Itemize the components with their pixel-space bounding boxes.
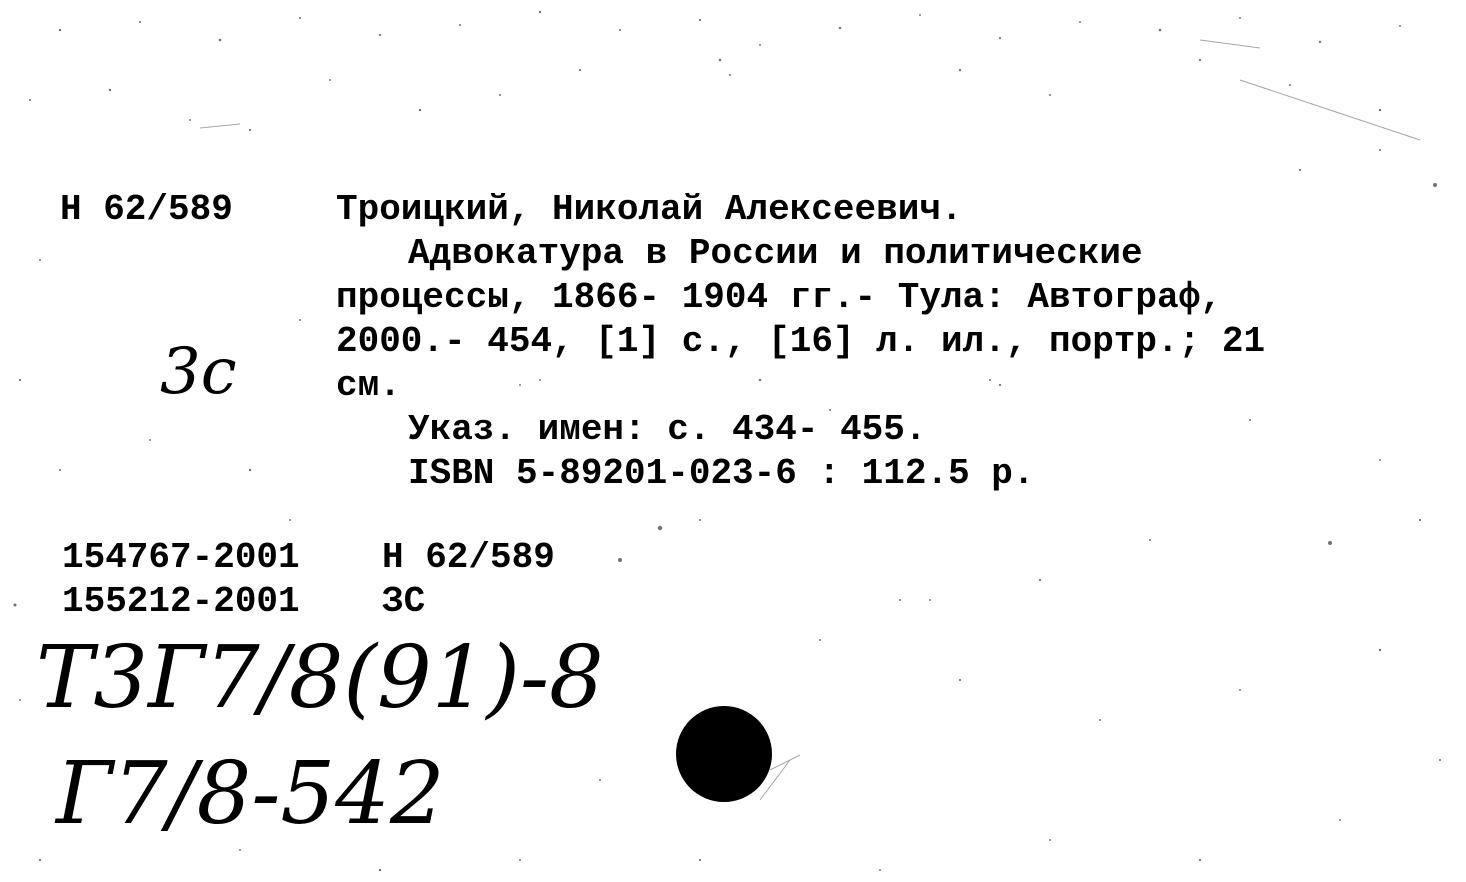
- shelfmark: Н 62/589: [60, 189, 233, 230]
- title-line-2: [336, 276, 1440, 320]
- handwritten-mark: 3с: [160, 335, 237, 409]
- title-word: 1904: [681, 277, 769, 318]
- punch-hole: [676, 706, 772, 802]
- imprint-word: [16]: [768, 321, 855, 362]
- inventory-number: 155212-2001: [62, 581, 300, 622]
- title-word: Автограф,: [1027, 277, 1222, 318]
- title-word: в: [645, 233, 668, 274]
- index-note: Указ. имен: с. 434- 455.: [408, 409, 927, 450]
- title-word: 1866-: [552, 277, 661, 318]
- imprint-word: [1]: [595, 321, 661, 362]
- size-line: см.: [336, 365, 401, 406]
- handwritten-classification: Т3Г7/8(91)-8: [36, 628, 604, 728]
- imprint-word: 21: [1221, 321, 1266, 362]
- handwritten-classification: Г7/8-542: [56, 744, 445, 844]
- isbn-line: ISBN 5-89201-023-6 : 112.5 р.: [408, 453, 1035, 494]
- title-line-1: [336, 232, 1440, 276]
- imprint-word: 454,: [487, 321, 574, 362]
- inventory-location: Н 62/589: [382, 537, 555, 578]
- title-word: России: [688, 233, 819, 274]
- imprint-word: портр.;: [1049, 321, 1201, 362]
- inventory-location: ЗС: [382, 581, 426, 622]
- title-word: Тула:: [897, 277, 1006, 318]
- bibliographic-entry: [336, 188, 1440, 496]
- imprint-word: л.: [876, 321, 920, 362]
- title-word: гг.-: [789, 277, 877, 318]
- imprint-line: [336, 320, 1440, 364]
- inventory-number: 154767-2001: [62, 537, 300, 578]
- author-heading: Троицкий, Николай Алексеевич.: [336, 189, 963, 230]
- title-word: и: [840, 233, 862, 274]
- title-word: процессы,: [336, 277, 531, 318]
- title-word: политические: [883, 233, 1143, 274]
- imprint-word: ил.,: [940, 321, 1028, 362]
- imprint-word: с.,: [681, 321, 747, 362]
- title-word: Адвокатура: [408, 233, 625, 274]
- imprint-word: 2000.-: [336, 321, 466, 362]
